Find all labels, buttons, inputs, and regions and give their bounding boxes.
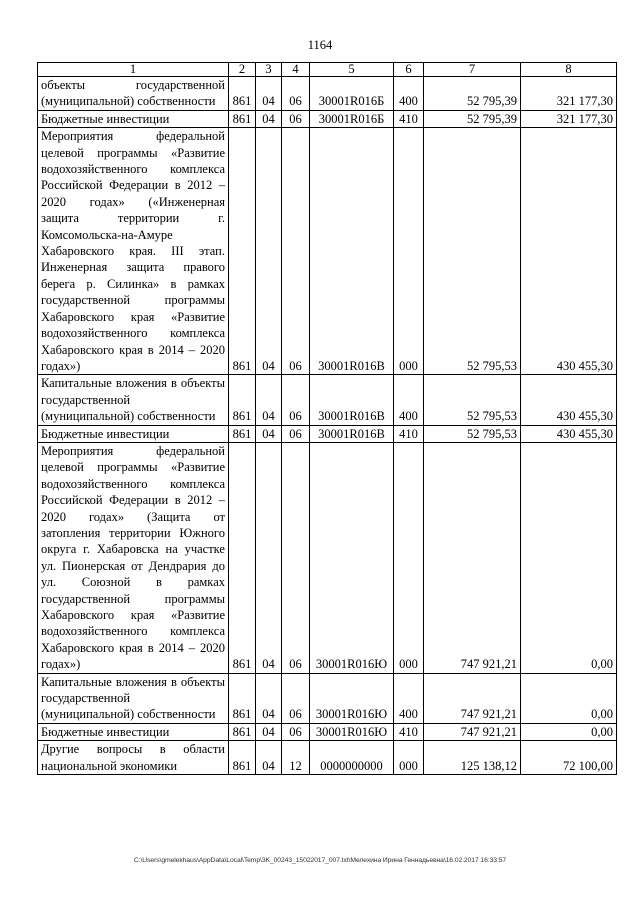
cell-subsection: 06 [282, 442, 310, 673]
cell-section: 04 [256, 741, 282, 775]
cell-amount-1: 52 795,53 [424, 128, 521, 375]
cell-subsection: 06 [282, 723, 310, 740]
cell-section: 04 [256, 723, 282, 740]
cell-subsection: 12 [282, 741, 310, 775]
cell-expense-type: 000 [394, 741, 424, 775]
column-header: 2 [229, 63, 256, 77]
column-header: 1 [38, 63, 229, 77]
cell-ministry-code: 861 [229, 741, 256, 775]
cell-expense-type: 410 [394, 110, 424, 127]
cell-ministry-code: 861 [229, 723, 256, 740]
budget-table [37, 62, 617, 775]
row-name: Бюджетные инвестиции [38, 723, 229, 740]
cell-amount-1: 747 921,21 [424, 723, 521, 740]
cell-amount-1: 125 138,12 [424, 741, 521, 775]
cell-subsection: 06 [282, 375, 310, 425]
cell-target-article: 30001R016Ю [310, 442, 394, 673]
cell-target-article: 30001R016Б [310, 110, 394, 127]
row-name: Капитальные вложения в объекты государственной (муниципальной) собственности [38, 375, 229, 425]
cell-amount-1: 52 795,53 [424, 375, 521, 425]
cell-subsection: 06 [282, 128, 310, 375]
cell-expense-type: 400 [394, 375, 424, 425]
cell-amount-2: 0,00 [521, 723, 617, 740]
row-name: Другие вопросы в области национальной экономики [38, 741, 229, 775]
table-header-row [38, 63, 617, 77]
cell-ministry-code: 861 [229, 442, 256, 673]
table-row [38, 425, 617, 442]
cell-target-article: 30001R016В [310, 375, 394, 425]
cell-amount-2: 430 455,30 [521, 375, 617, 425]
row-name: Мероприятия федеральной целевой программы «Развитие водохозяйственного комплекса Российской Федерации в 2012 – 2020 годах» («Инженерная защита территории г. Комсомольска-на-Амуре Хабаровского края. III этап. Инженерная защита правого берега р. Силинка» в рамках государственной программы Хабаровского края «Развитие водохозяйственного комплекса Хабаровского края в 2014 – 2020 годах») [38, 128, 229, 375]
table-row [38, 741, 617, 775]
row-name: объекты государственной (муниципальной) собственности [38, 77, 229, 111]
page-number: 1164 [307, 38, 333, 52]
cell-target-article: 30001R016В [310, 128, 394, 375]
cell-expense-type: 400 [394, 673, 424, 723]
cell-expense-type: 000 [394, 442, 424, 673]
row-name: Бюджетные инвестиции [38, 110, 229, 127]
table-row [38, 110, 617, 127]
cell-target-article: 30001R016Б [310, 77, 394, 111]
cell-section: 04 [256, 128, 282, 375]
cell-subsection: 06 [282, 425, 310, 442]
column-header: 6 [394, 63, 424, 77]
column-header: 3 [256, 63, 282, 77]
column-header: 8 [521, 63, 617, 77]
cell-subsection: 06 [282, 673, 310, 723]
cell-expense-type: 400 [394, 77, 424, 111]
cell-amount-1: 52 795,53 [424, 425, 521, 442]
table-row [38, 442, 617, 673]
cell-target-article: 30001R016Ю [310, 723, 394, 740]
table-row [38, 723, 617, 740]
cell-subsection: 06 [282, 77, 310, 111]
row-name: Капитальные вложения в объекты государственной (муниципальной) собственности [38, 673, 229, 723]
cell-amount-2: 430 455,30 [521, 425, 617, 442]
cell-ministry-code: 861 [229, 673, 256, 723]
cell-target-article: 30001R016В [310, 425, 394, 442]
cell-section: 04 [256, 110, 282, 127]
table-row [38, 673, 617, 723]
cell-section: 04 [256, 425, 282, 442]
cell-section: 04 [256, 77, 282, 111]
table-row [38, 128, 617, 375]
cell-amount-2: 72 100,00 [521, 741, 617, 775]
cell-section: 04 [256, 375, 282, 425]
cell-amount-2: 321 177,30 [521, 77, 617, 111]
cell-expense-type: 410 [394, 723, 424, 740]
cell-amount-2: 0,00 [521, 673, 617, 723]
cell-target-article: 30001R016Ю [310, 673, 394, 723]
cell-subsection: 06 [282, 110, 310, 127]
cell-amount-1: 747 921,21 [424, 673, 521, 723]
cell-amount-1: 52 795,39 [424, 110, 521, 127]
table-row [38, 375, 617, 425]
row-name: Мероприятия федеральной целевой программы «Развитие водохозяйственного комплекса Российской Федерации в 2012 – 2020 годах» (Защита от затопления территории Южного округа г. Хабаровска на участке ул. Пионерская от Дендрария до ул. Союзной в рамках государственной программы Хабаровского края «Развитие водохозяйственного комплекса Хабаровского края в 2014 – 2020 годах») [38, 442, 229, 673]
column-header: 7 [424, 63, 521, 77]
cell-amount-2: 321 177,30 [521, 110, 617, 127]
cell-amount-2: 0,00 [521, 442, 617, 673]
cell-amount-2: 430 455,30 [521, 128, 617, 375]
cell-ministry-code: 861 [229, 77, 256, 111]
cell-ministry-code: 861 [229, 425, 256, 442]
row-name: Бюджетные инвестиции [38, 425, 229, 442]
cell-expense-type: 410 [394, 425, 424, 442]
cell-ministry-code: 861 [229, 110, 256, 127]
cell-target-article: 0000000000 [310, 741, 394, 775]
footer-file-path: C:\Users\gmelekhaus\AppData\Local\Temp\3K_00243_15022017_007.txt\Мелехина Ирина Геннадьевна\16.02.2017 16:33:57 [133, 857, 507, 864]
table-row [38, 77, 617, 111]
column-header: 5 [310, 63, 394, 77]
cell-amount-1: 747 921,21 [424, 442, 521, 673]
cell-section: 04 [256, 442, 282, 673]
cell-expense-type: 000 [394, 128, 424, 375]
column-header: 4 [282, 63, 310, 77]
cell-amount-1: 52 795,39 [424, 77, 521, 111]
cell-ministry-code: 861 [229, 375, 256, 425]
cell-section: 04 [256, 673, 282, 723]
cell-ministry-code: 861 [229, 128, 256, 375]
